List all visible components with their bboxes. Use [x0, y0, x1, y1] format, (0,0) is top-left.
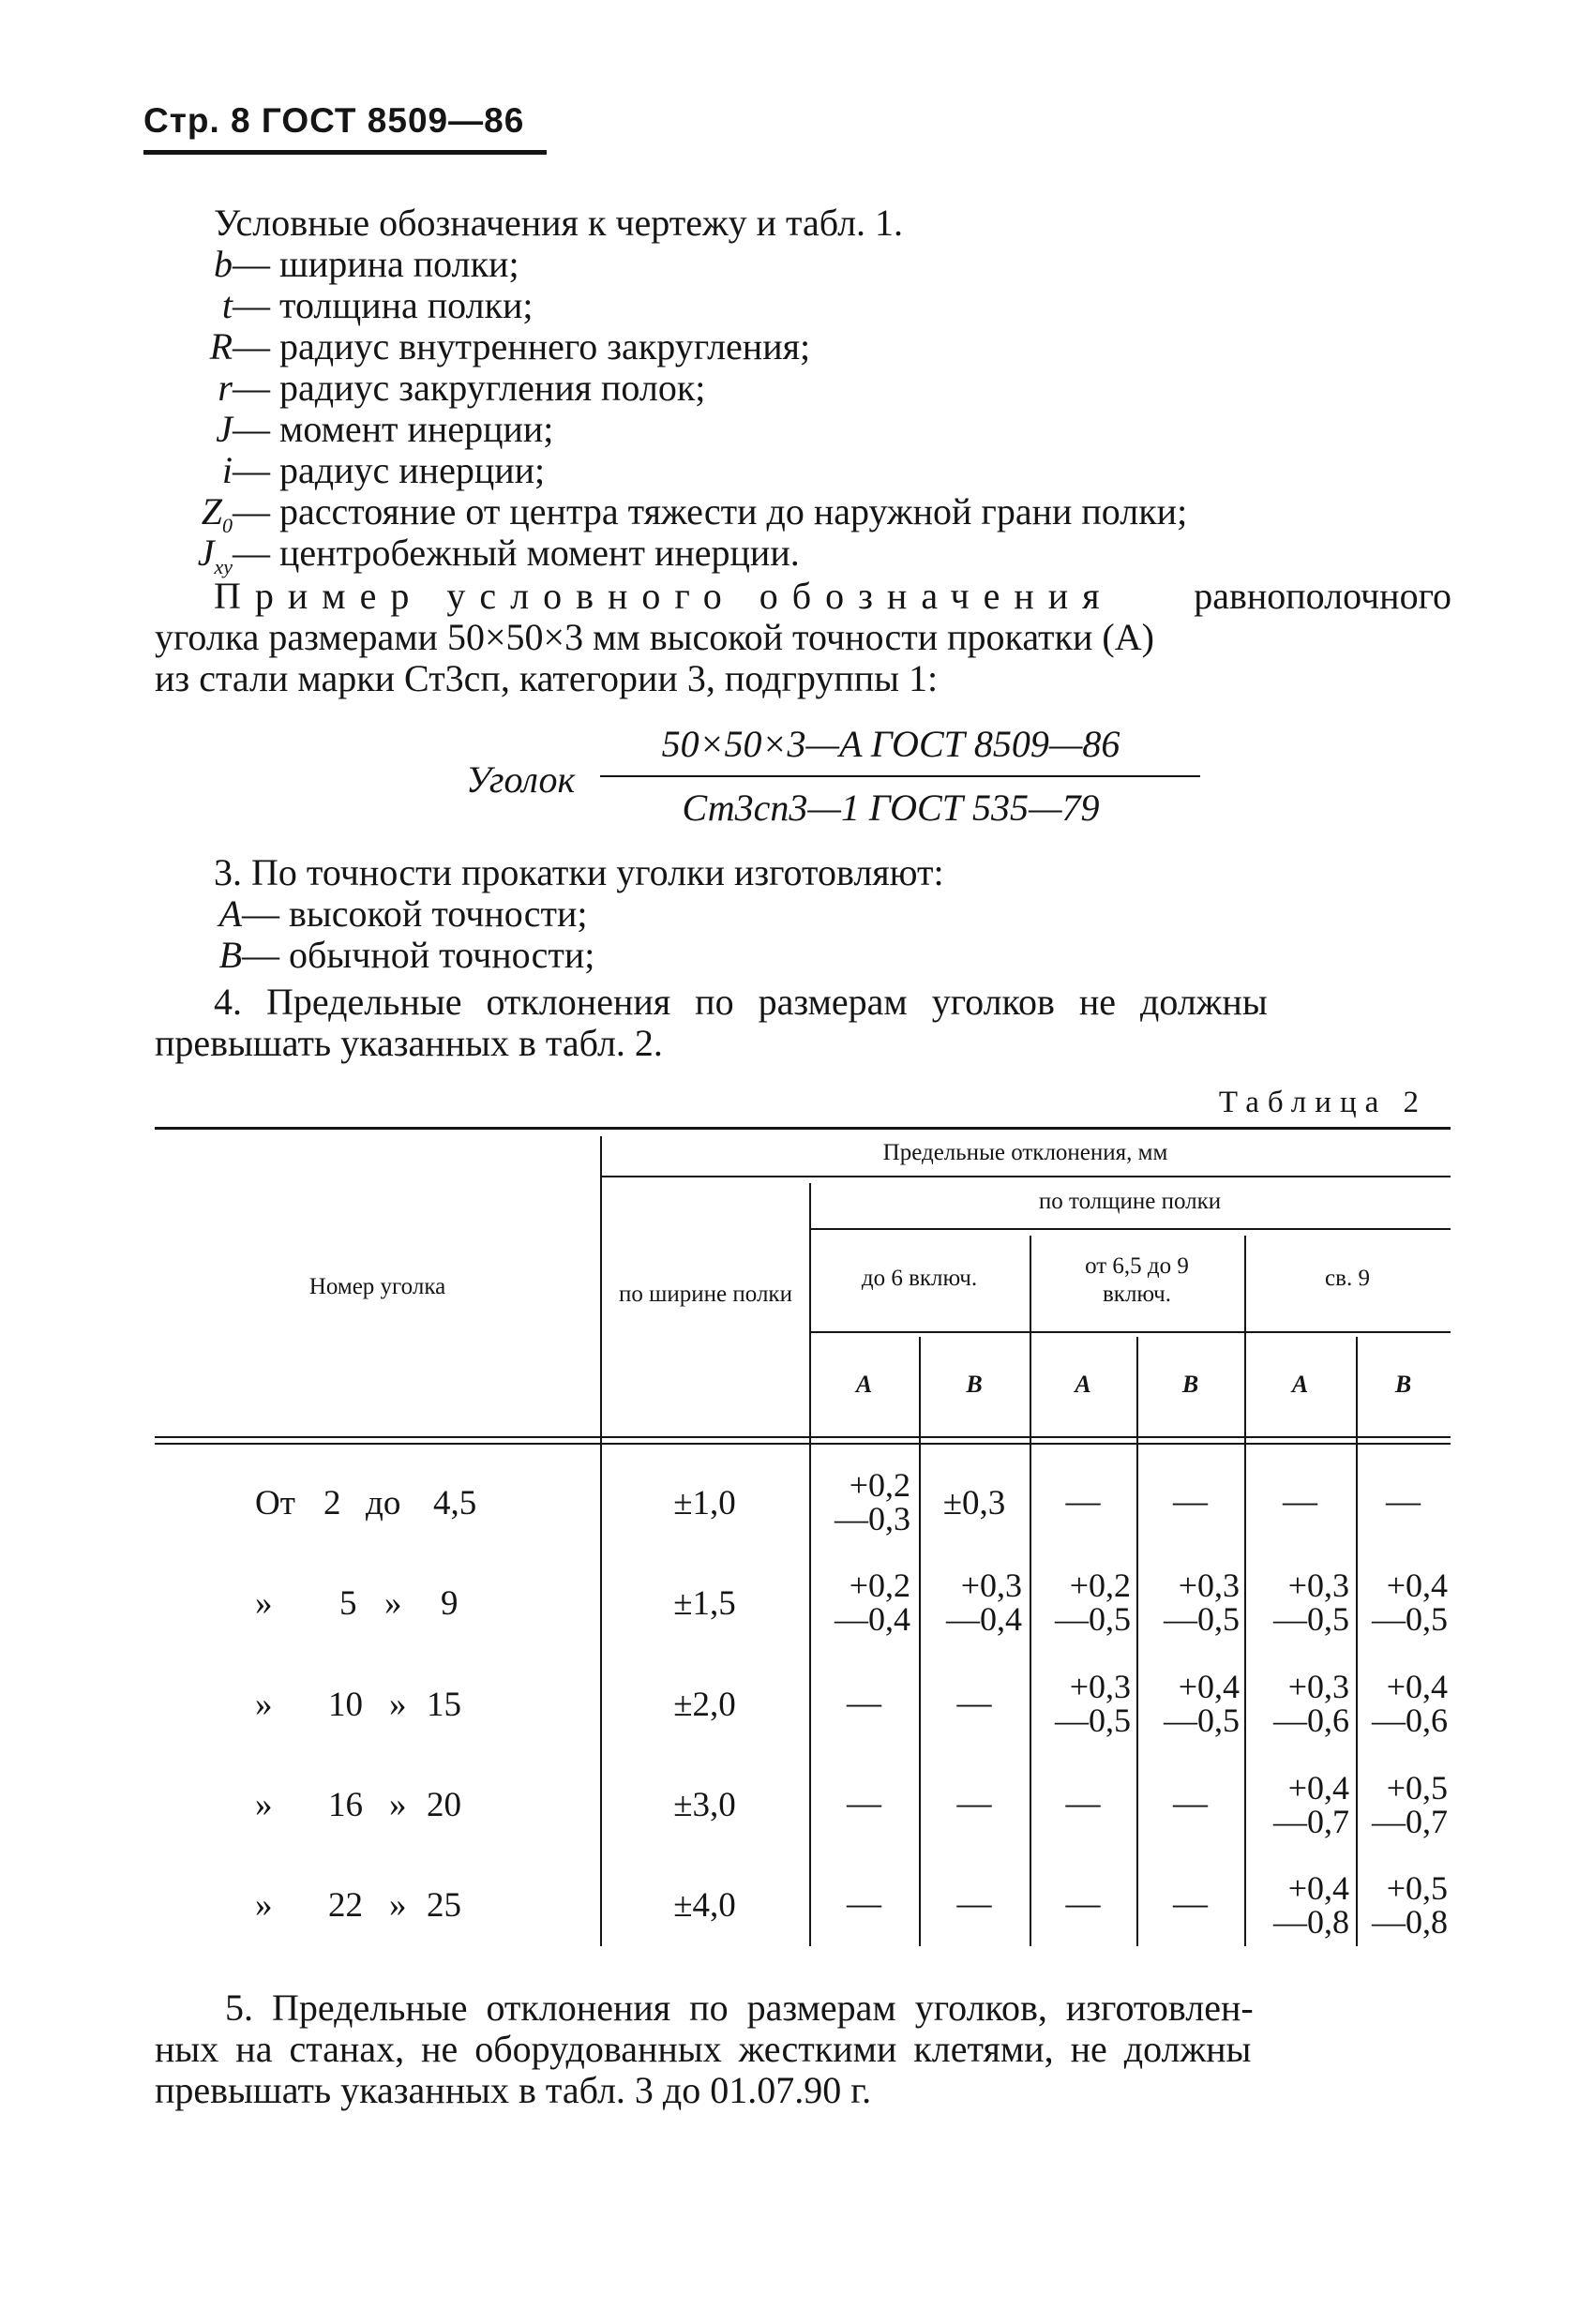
example-line3: из стали марки Ст3сп, категории 3, подгруппы 1:	[155, 657, 939, 699]
table-column-rule	[809, 1183, 811, 1946]
th-class-a: A	[1291, 1371, 1309, 1398]
legend-intro: Условные обозначения к чертежу и табл. 1.	[214, 202, 904, 244]
th-class-a: A	[1075, 1371, 1091, 1398]
legend-item: b— ширина полки;	[214, 243, 519, 285]
table-column-rule	[1136, 1337, 1138, 1946]
th-group-2: от 6,5 до 9 включ.	[1085, 1253, 1189, 1307]
table-rule	[809, 1228, 1451, 1230]
header-underline	[143, 150, 547, 155]
clause-3-item: B— обычной точности;	[218, 934, 595, 976]
legend-item: t— толщина полки;	[221, 284, 534, 326]
width-tolerance: ±1,5	[673, 1584, 736, 1623]
th-width: по ширине полки	[619, 1282, 792, 1307]
width-tolerance: ±2,0	[673, 1686, 736, 1724]
table-caption: Таблица 2	[1218, 1086, 1427, 1119]
clause-5-line3: превышать указанных в табл. 3 до 01.07.90 г.	[155, 2069, 872, 2111]
clause-5-line1: 5. Предельные отклонения по размерам уголков, изготовлен-	[225, 1987, 1254, 2029]
th-group-3: св. 9	[1325, 1266, 1370, 1291]
th-angle-number: Номер уголка	[308, 1274, 446, 1299]
example-line1: Пример условного обозначения равнополочного	[214, 575, 1451, 617]
table-header-rule	[155, 1443, 1451, 1445]
legend-item: $J_{xy}—$ центробежный момент инерции.	[197, 532, 800, 578]
example-line2: уголка размерами 50×50×3 мм высокой точности прокатки (A)	[155, 616, 1154, 658]
width-tolerance: ±4,0	[673, 1886, 736, 1925]
legend-item: i— радиус инерции;	[221, 449, 546, 491]
th-class-b: B	[966, 1371, 983, 1398]
formula-numerator: 50×50×3—A ГОСТ 8509—86	[661, 723, 1120, 765]
legend-item: R— радиус внутреннего закругления;	[209, 325, 811, 367]
th-class-b: B	[1181, 1371, 1199, 1398]
clause-4-line2: превышать указанных в табл. 2.	[155, 1022, 663, 1064]
clause-5-line2: ных на станах, не оборудованных жесткими клетями, не должны	[155, 2028, 1252, 2070]
width-tolerance: ±1,0	[673, 1484, 736, 1522]
page-header: Стр. 8 ГОСТ 8509—86	[143, 101, 525, 140]
th-thickness: по толщине полки	[1038, 1189, 1222, 1214]
table-header-rule	[155, 1436, 1451, 1438]
formula-word: Уголок	[466, 758, 576, 801]
table-column-rule	[919, 1337, 921, 1946]
table-top-rule	[155, 1127, 1451, 1130]
clause-3: 3. По точности прокатки уголки изготовляют:	[214, 851, 944, 893]
clause-4-line1: 4. Предельные отклонения по размерам уголков не должны	[214, 981, 1268, 1023]
width-tolerance: ±3,0	[673, 1786, 736, 1824]
legend-item: J— момент инерции;	[216, 408, 554, 450]
legend-item: $Z_0—$ расстояние от центра тяжести до наружной грани полки;	[201, 490, 1188, 537]
formula-fraction-bar	[600, 775, 1200, 777]
table-rule	[809, 1331, 1451, 1333]
table-column-rule	[1356, 1337, 1358, 1946]
formula-denominator: Ст3сп3—1 ГОСТ 535—79	[682, 787, 1100, 829]
clause-3-item: A— высокой точности;	[218, 892, 588, 935]
th-class-b: B	[1394, 1371, 1412, 1398]
th-deviations: Предельные отклонения, мм	[882, 1140, 1168, 1165]
th-group-1: до 6 включ.	[861, 1266, 978, 1291]
th-class-a: A	[855, 1371, 873, 1398]
legend-item: r— радиус закругления полок;	[218, 367, 706, 409]
table-rule	[600, 1176, 1451, 1177]
